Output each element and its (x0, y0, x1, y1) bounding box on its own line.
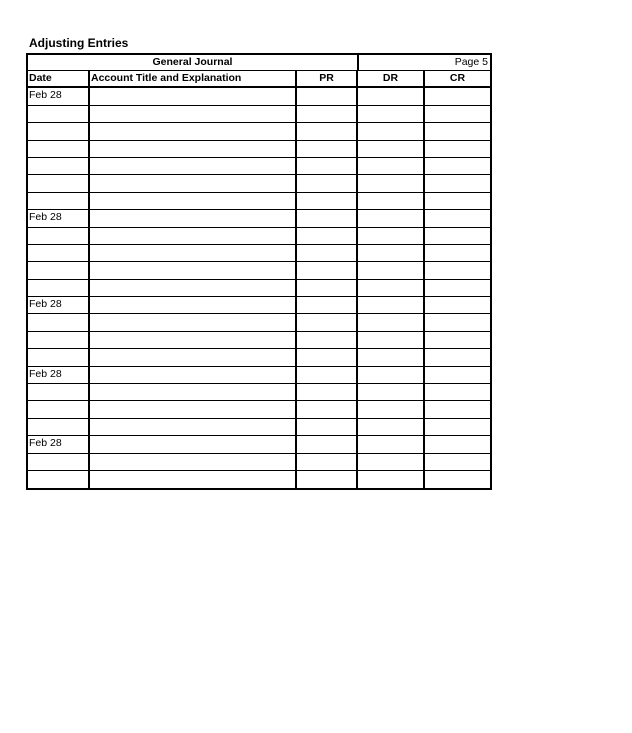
date-cell[interactable] (28, 332, 90, 348)
account-cell[interactable] (90, 367, 297, 383)
pr-cell[interactable] (297, 193, 358, 209)
account-cell[interactable] (90, 384, 297, 400)
cr-cell[interactable] (425, 367, 490, 383)
dr-cell[interactable] (358, 349, 425, 365)
account-cell[interactable] (90, 454, 297, 470)
date-cell[interactable] (28, 262, 90, 278)
journal-row (28, 471, 490, 488)
pr-cell[interactable] (297, 158, 358, 174)
account-cell[interactable] (90, 123, 297, 139)
date-cell[interactable] (28, 401, 90, 417)
pr-cell[interactable] (297, 419, 358, 435)
date-cell[interactable]: Feb 28 (28, 436, 90, 452)
sheet-title: Adjusting Entries (29, 36, 129, 50)
account-cell[interactable] (90, 471, 297, 488)
account-cell[interactable] (90, 228, 297, 244)
journal-row (28, 245, 490, 262)
journal-header (28, 55, 490, 71)
journal-row (28, 280, 490, 297)
dr-cell[interactable] (358, 88, 425, 104)
pr-cell[interactable] (297, 175, 358, 191)
cr-cell[interactable] (425, 158, 490, 174)
cr-cell[interactable] (425, 175, 490, 191)
dr-cell[interactable] (358, 141, 425, 157)
account-cell[interactable] (90, 436, 297, 452)
journal-row (28, 262, 490, 279)
column-header-pr: PR (297, 71, 358, 86)
pr-cell[interactable] (297, 88, 358, 104)
cr-cell[interactable] (425, 123, 490, 139)
journal-row (28, 401, 490, 418)
date-cell[interactable] (28, 175, 90, 191)
header-divider (357, 55, 359, 70)
pr-cell[interactable] (297, 349, 358, 365)
journal-row (28, 158, 490, 175)
journal-row (28, 349, 490, 366)
column-header-date: Date (28, 71, 90, 86)
dr-cell[interactable] (358, 332, 425, 348)
pr-cell[interactable] (297, 314, 358, 330)
dr-cell[interactable] (358, 454, 425, 470)
journal-row (28, 419, 490, 436)
cr-cell[interactable] (425, 419, 490, 435)
account-cell[interactable] (90, 88, 297, 104)
pr-cell[interactable] (297, 332, 358, 348)
pr-cell[interactable] (297, 262, 358, 278)
cr-cell[interactable] (425, 349, 490, 365)
date-cell[interactable] (28, 193, 90, 209)
cr-cell[interactable] (425, 332, 490, 348)
dr-cell[interactable] (358, 175, 425, 191)
cr-cell[interactable] (425, 228, 490, 244)
pr-cell[interactable] (297, 280, 358, 296)
column-header-row (28, 71, 490, 88)
account-cell[interactable] (90, 210, 297, 226)
account-cell[interactable] (90, 332, 297, 348)
journal-row (28, 367, 490, 384)
journal-row (28, 141, 490, 158)
dr-cell[interactable] (358, 471, 425, 488)
account-cell[interactable] (90, 175, 297, 191)
dr-cell[interactable] (358, 419, 425, 435)
journal-row (28, 210, 490, 227)
column-header-account: Account Title and Explanation (90, 71, 297, 86)
page-label: Page 5 (454, 56, 488, 68)
pr-cell[interactable] (297, 123, 358, 139)
date-cell[interactable] (28, 349, 90, 365)
date-cell[interactable]: Feb 28 (28, 210, 90, 226)
journal-row (28, 384, 490, 401)
pr-cell[interactable] (297, 384, 358, 400)
cr-cell[interactable] (425, 245, 490, 261)
account-cell[interactable] (90, 297, 297, 313)
pr-cell[interactable] (297, 367, 358, 383)
account-cell[interactable] (90, 141, 297, 157)
account-cell[interactable] (90, 419, 297, 435)
account-cell[interactable] (90, 401, 297, 417)
cr-cell[interactable] (425, 280, 490, 296)
pr-cell[interactable] (297, 436, 358, 452)
account-cell[interactable] (90, 314, 297, 330)
cr-cell[interactable] (425, 88, 490, 104)
journal-row (28, 228, 490, 245)
journal-row (28, 88, 490, 105)
column-header-cr: CR (449, 72, 466, 84)
date-cell[interactable] (28, 106, 90, 122)
journal-row (28, 454, 490, 471)
journal-row (28, 193, 490, 210)
dr-cell[interactable] (358, 314, 425, 330)
dr-cell[interactable] (358, 262, 425, 278)
cr-cell[interactable] (425, 471, 490, 488)
pr-cell[interactable] (297, 401, 358, 417)
date-cell[interactable] (28, 141, 90, 157)
dr-cell[interactable] (358, 106, 425, 122)
date-cell[interactable] (28, 384, 90, 400)
date-cell[interactable] (28, 245, 90, 261)
cr-cell[interactable] (425, 384, 490, 400)
account-cell[interactable] (90, 106, 297, 122)
account-cell[interactable] (90, 262, 297, 278)
pr-cell[interactable] (297, 106, 358, 122)
date-cell[interactable] (28, 158, 90, 174)
date-cell[interactable]: Feb 28 (28, 88, 90, 104)
pr-cell[interactable] (297, 297, 358, 313)
cr-cell[interactable] (425, 106, 490, 122)
dr-cell[interactable] (358, 228, 425, 244)
date-cell[interactable] (28, 123, 90, 139)
date-cell[interactable] (28, 280, 90, 296)
pr-cell[interactable] (297, 228, 358, 244)
column-header-dr: DR (358, 71, 425, 86)
cr-cell[interactable] (425, 297, 490, 313)
date-cell[interactable] (28, 454, 90, 470)
journal-row (28, 297, 490, 314)
cr-cell[interactable] (425, 141, 490, 157)
cr-cell[interactable] (425, 262, 490, 278)
cr-cell[interactable] (425, 210, 490, 226)
date-cell[interactable]: Feb 28 (28, 297, 90, 313)
cr-cell[interactable] (425, 454, 490, 470)
dr-cell[interactable] (358, 210, 425, 226)
date-cell[interactable] (28, 471, 90, 488)
cr-cell[interactable] (425, 193, 490, 209)
general-journal-table (26, 53, 492, 490)
dr-cell[interactable] (358, 367, 425, 383)
account-cell[interactable] (90, 158, 297, 174)
pr-cell[interactable] (297, 210, 358, 226)
journal-row (28, 123, 490, 140)
dr-cell[interactable] (358, 193, 425, 209)
pr-cell[interactable] (297, 245, 358, 261)
date-cell[interactable] (28, 314, 90, 330)
journal-title: General Journal (152, 56, 233, 68)
account-cell[interactable] (90, 349, 297, 365)
dr-cell[interactable] (358, 436, 425, 452)
dr-cell[interactable] (358, 123, 425, 139)
dr-cell[interactable] (358, 158, 425, 174)
journal-row (28, 175, 490, 192)
cr-cell[interactable] (425, 401, 490, 417)
journal-row (28, 332, 490, 349)
dr-cell[interactable] (358, 280, 425, 296)
pr-cell[interactable] (297, 471, 358, 488)
dr-cell[interactable] (358, 401, 425, 417)
journal-row (28, 314, 490, 331)
account-cell[interactable] (90, 193, 297, 209)
cr-cell[interactable] (425, 314, 490, 330)
journal-row (28, 106, 490, 123)
dr-cell[interactable] (358, 245, 425, 261)
date-cell[interactable] (28, 419, 90, 435)
dr-cell[interactable] (358, 384, 425, 400)
date-cell[interactable]: Feb 28 (28, 367, 90, 383)
journal-body (28, 88, 490, 488)
journal-row (28, 436, 490, 453)
date-cell[interactable] (28, 228, 90, 244)
pr-cell[interactable] (297, 454, 358, 470)
account-cell[interactable] (90, 280, 297, 296)
cr-cell[interactable] (425, 436, 490, 452)
pr-cell[interactable] (297, 141, 358, 157)
dr-cell[interactable] (358, 297, 425, 313)
account-cell[interactable] (90, 245, 297, 261)
